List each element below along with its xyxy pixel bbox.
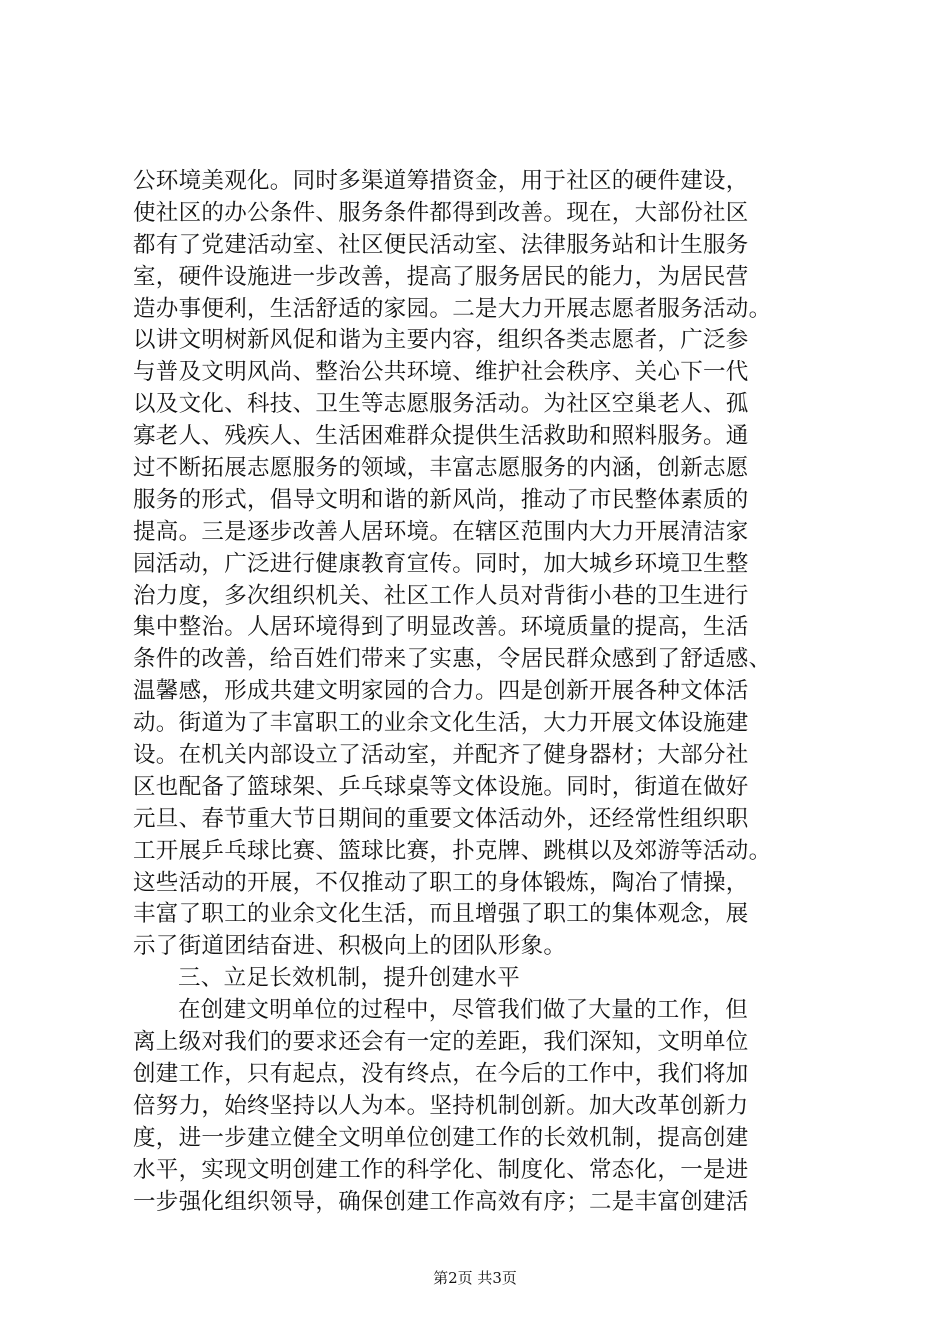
text-line: 设。在机关内部设立了活动室，并配齐了健身器材；大部分社	[133, 742, 749, 769]
text-line: 温馨感，形成共建文明家园的合力。四是创新开展各种文体活	[133, 678, 749, 705]
text-line: 工开展乒乓球比赛、篮球比赛，扑克牌、跳棋以及郊游等活动。	[133, 837, 772, 864]
text-line: 提高。三是逐步改善人居环境。在辖区范围内大力开展清洁家	[133, 518, 749, 545]
page-number-footer: 第2页 共3页	[433, 1269, 517, 1287]
text-line: 使社区的办公条件、服务条件都得到改善。现在，大部份社区	[133, 199, 749, 226]
text-line: 丰富了职工的业余文化生活，而且增强了职工的集体观念，展	[133, 901, 749, 928]
text-line: 条件的改善，给百姓们带来了实惠，令居民群众感到了舒适感、	[133, 646, 772, 673]
paragraph-start-line: 在创建文明单位的过程中，尽管我们做了大量的工作，但	[178, 997, 749, 1024]
text-line: 治力度，多次组织机关、社区工作人员对背街小巷的卫生进行	[133, 582, 749, 609]
text-line: 水平，实现文明创建工作的科学化、制度化、常态化，一是进	[133, 1156, 749, 1183]
text-line: 造办事便利，生活舒适的家园。二是大力开展志愿者服务活动。	[133, 295, 772, 322]
text-line: 寡老人、残疾人、生活困难群众提供生活救助和照料服务。通	[133, 423, 749, 450]
section-heading: 三、立足长效机制，提升创建水平	[178, 965, 521, 992]
text-line: 以讲文明树新风促和谐为主要内容，组织各类志愿者，广泛参	[133, 327, 749, 354]
text-line: 一步强化组织领导，确保创建工作高效有序；二是丰富创建活	[133, 1188, 749, 1215]
text-line: 离上级对我们的要求还会有一定的差距，我们深知，文明单位	[133, 1029, 749, 1056]
text-line: 与普及文明风尚、整治公共环境、维护社会秩序、关心下一代	[133, 359, 749, 386]
text-line: 室，硬件设施进一步改善，提高了服务居民的能力，为居民营	[133, 263, 749, 290]
text-line: 服务的形式，倡导文明和谐的新风尚，推动了市民整体素质的	[133, 486, 749, 513]
text-line: 倍努力，始终坚持以人为本。坚持机制创新。加大改革创新力	[133, 1092, 749, 1119]
text-line: 示了街道团结奋进、积极向上的团队形象。	[133, 933, 567, 960]
text-line: 区也配备了篮球架、乒乓球桌等文体设施。同时，街道在做好	[133, 773, 749, 800]
text-line: 这些活动的开展，不仅推动了职工的身体锻炼，陶冶了情操，	[133, 869, 749, 896]
text-line: 都有了党建活动室、社区便民活动室、法律服务站和计生服务	[133, 231, 749, 258]
text-line: 集中整治。人居环境得到了明显改善。环境质量的提高，生活	[133, 614, 749, 641]
text-line: 创建工作，只有起点，没有终点，在今后的工作中，我们将加	[133, 1060, 749, 1087]
body-text	[133, 166, 853, 1218]
text-line: 元旦、春节重大节日期间的重要文体活动外，还经常性组织职	[133, 805, 749, 832]
text-line: 动。街道为了丰富职工的业余文化生活，大力开展文体设施建	[133, 710, 749, 737]
text-line: 园活动，广泛进行健康教育宣传。同时，加大城乡环境卫生整	[133, 550, 749, 577]
text-line: 公环境美观化。同时多渠道筹措资金，用于社区的硬件建设，	[133, 168, 749, 194]
text-line: 以及文化、科技、卫生等志愿服务活动。为社区空巢老人、孤	[133, 391, 749, 418]
text-line: 过不断拓展志愿服务的领域，丰富志愿服务的内涵，创新志愿	[133, 455, 749, 482]
text-line: 度，进一步建立健全文明单位创建工作的长效机制，提高创建	[133, 1124, 749, 1151]
